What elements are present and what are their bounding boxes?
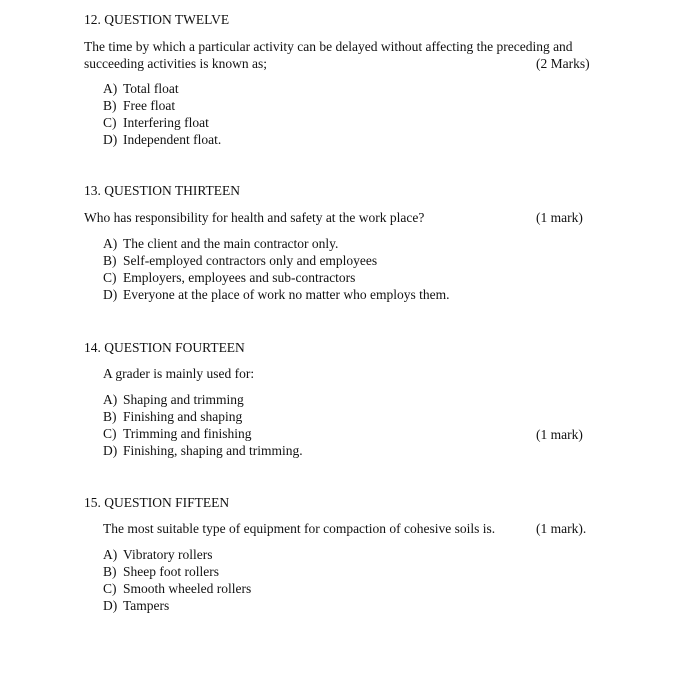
question-13-option-b[interactable]: B) Self-employed contractors only and employees [103,253,378,268]
question-12-options [103,80,221,148]
question-15-option-a[interactable]: A) Vibratory rollers [103,547,213,562]
question-13-option-a[interactable]: A) The client and the main contractor only. [103,236,339,251]
question-14-marks: (1 mark) [536,427,583,442]
question-12-text-line-1: The time by which a particular activity can be delayed without affecting the preceding and [84,39,573,54]
question-14-text-line-1: A grader is mainly used for: [103,366,255,381]
question-15-text-line-1: The most suitable type of equipment for compaction of cohesive soils is. [103,521,496,536]
question-12-marks: (2 Marks) [536,56,590,71]
question-14-option-b[interactable]: B) Finishing and shaping [103,409,243,424]
question-14-option-a[interactable]: A) Shaping and trimming [103,392,244,407]
question-13-marks: (1 mark) [536,210,583,225]
question-12-option-b[interactable]: B) Free float [103,98,176,113]
question-15-title: 15. QUESTION FIFTEEN [84,495,230,510]
question-13-option-c[interactable]: C) Employers, employees and sub-contractors [103,270,356,285]
question-12-title: 12. QUESTION TWELVE [84,12,230,27]
question-13-options [103,235,450,303]
question-12-option-c[interactable]: C) Interfering float [103,115,209,130]
question-15-option-d[interactable]: D) Tampers [103,598,170,613]
question-15-marks: (1 mark). [536,521,587,536]
question-13-option-d[interactable]: D) Everyone at the place of work no matter who employs them. [103,287,450,302]
question-12-text-line-2: succeeding activities is known as; [84,56,267,71]
question-13-title: 13. QUESTION THIRTEEN [84,183,241,198]
question-12-option-a[interactable]: A) Total float [103,81,179,96]
question-15-option-b[interactable]: B) Sheep foot rollers [103,564,219,579]
question-13-text-line-1: Who has responsibility for health and safety at the work place? [84,210,425,225]
question-15-options [103,546,251,614]
question-12-option-d[interactable]: D) Independent float. [103,132,222,147]
question-14-option-c[interactable]: C) Trimming and finishing [103,426,252,441]
question-14-option-d[interactable]: D) Finishing, shaping and trimming. [103,443,303,458]
question-15-option-c[interactable]: C) Smooth wheeled rollers [103,581,252,596]
question-14-title: 14. QUESTION FOURTEEN [84,340,245,355]
question-14-options [103,391,303,459]
